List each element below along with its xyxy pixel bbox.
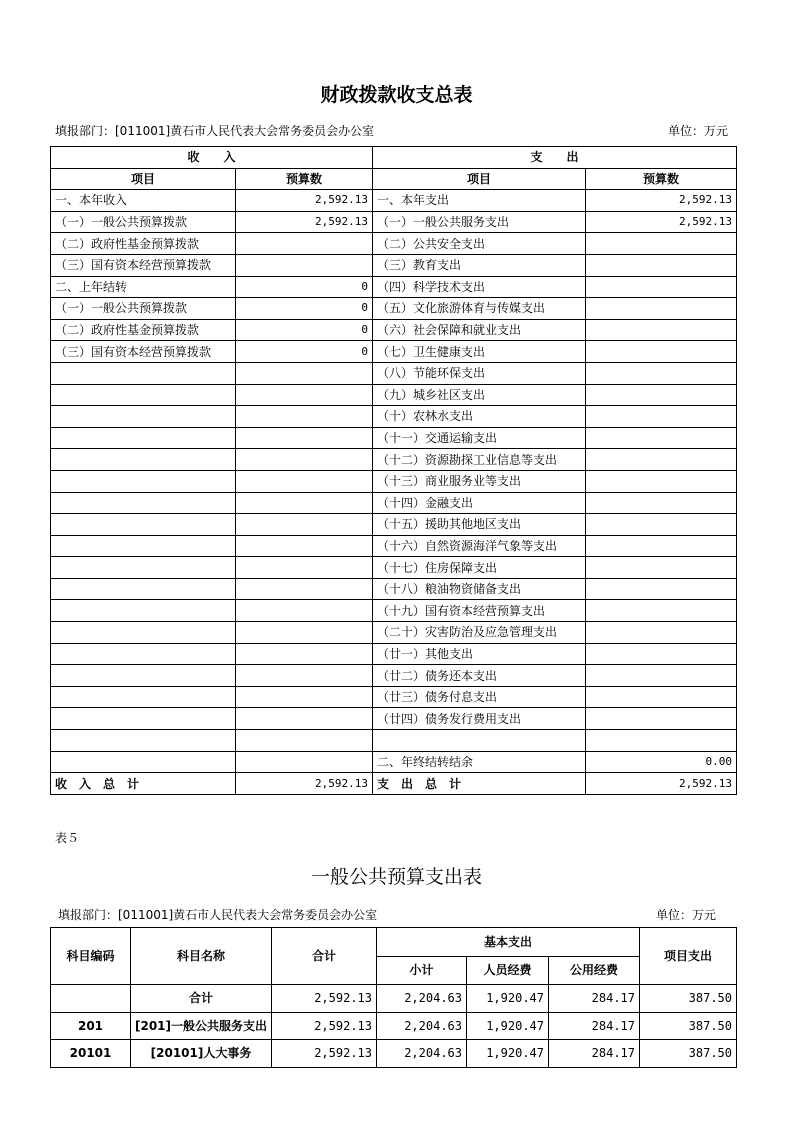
income-value-cell: 0 xyxy=(236,341,373,363)
table-number: 表５ xyxy=(55,831,80,845)
account-code-cell xyxy=(51,985,131,1013)
income-header: 收 入 xyxy=(51,147,373,169)
total-cell: 2,592.13 xyxy=(272,1012,377,1040)
expense-value-cell xyxy=(586,514,737,536)
table-row xyxy=(51,514,737,536)
expense-value-cell xyxy=(586,449,737,471)
expense-item-cell: （十六）自然资源海洋气象等支出 xyxy=(373,535,586,557)
table-row xyxy=(51,211,737,233)
income-item-cell xyxy=(51,535,236,557)
income-value-cell: 0 xyxy=(236,276,373,298)
table-row xyxy=(51,384,737,406)
expense-item-cell: （六）社会保障和就业支出 xyxy=(373,319,586,341)
expense-value-cell xyxy=(586,535,737,557)
income-item-cell xyxy=(51,449,236,471)
income-value-cell xyxy=(236,665,373,687)
income-item-cell: （二）政府性基金预算拨款 xyxy=(51,233,236,255)
expense-item-cell: （二十）灾害防治及应急管理支出 xyxy=(373,622,586,644)
income-value-cell xyxy=(236,686,373,708)
income-budget-header: 预算数 xyxy=(236,168,373,190)
income-item-cell xyxy=(51,384,236,406)
account-code-cell: 20101 xyxy=(51,1040,131,1068)
expense-item-cell: （三）教育支出 xyxy=(373,254,586,276)
expense-item-cell: （八）节能环保支出 xyxy=(373,362,586,384)
page-title: 财政拨款收支总表 xyxy=(320,84,473,106)
project-cell: 387.50 xyxy=(640,1012,737,1040)
total-row xyxy=(51,773,737,795)
table-row xyxy=(51,319,737,341)
code-header: 科目编码 xyxy=(51,928,131,985)
income-value-cell xyxy=(236,233,373,255)
expense-item-cell: （十五）援助其他地区支出 xyxy=(373,514,586,536)
expense-value-cell xyxy=(586,708,737,730)
income-item-cell xyxy=(51,686,236,708)
expense-item-cell xyxy=(373,730,586,752)
expense-value-cell: 2,592.13 xyxy=(586,211,737,233)
expense-value-cell xyxy=(586,384,737,406)
table-row xyxy=(51,665,737,687)
personnel-cell: 1,920.47 xyxy=(467,1012,549,1040)
expense-total-value: 2,592.13 xyxy=(586,773,737,795)
income-item-cell xyxy=(51,427,236,449)
income-item-cell xyxy=(51,730,236,752)
unit-label: 单位：万元 xyxy=(668,124,729,138)
income-item-cell: （一）一般公共预算拨款 xyxy=(51,211,236,233)
expense-value-cell xyxy=(586,276,737,298)
income-item-cell: （二）政府性基金预算拨款 xyxy=(51,319,236,341)
expense-value-cell xyxy=(586,622,737,644)
expense-value-cell xyxy=(586,341,737,363)
table-row xyxy=(51,1012,737,1040)
table-row xyxy=(51,254,737,276)
project-cell: 387.50 xyxy=(640,985,737,1013)
name-header: 科目名称 xyxy=(131,928,272,985)
income-value-cell xyxy=(236,254,373,276)
unit-label-2: 单位：万元 xyxy=(656,908,717,922)
expense-item-cell: （四）科学技术支出 xyxy=(373,276,586,298)
table-row xyxy=(51,535,737,557)
income-value-cell xyxy=(236,643,373,665)
income-item-cell xyxy=(51,492,236,514)
table-row xyxy=(51,492,737,514)
filing-department-2: 填报部门：[011001]黄石市人民代表大会常务委员会办公室 xyxy=(58,908,378,922)
account-name-cell: 合计 xyxy=(131,985,272,1013)
income-item-cell: 二、上年结转 xyxy=(51,276,236,298)
income-value-cell xyxy=(236,384,373,406)
income-value-cell xyxy=(236,578,373,600)
expense-value-cell xyxy=(586,643,737,665)
income-item-cell: 一、本年收入 xyxy=(51,190,236,212)
personnel-cell: 1,920.47 xyxy=(467,985,549,1013)
personnel-cell: 1,920.47 xyxy=(467,1040,549,1068)
expense-budget-header: 预算数 xyxy=(586,168,737,190)
income-value-cell xyxy=(236,557,373,579)
filing-department: 填报部门：[011001]黄石市人民代表大会常务委员会办公室 xyxy=(55,124,375,138)
expense-value-cell xyxy=(586,362,737,384)
income-value-cell xyxy=(236,427,373,449)
expense-value-cell xyxy=(586,406,737,428)
expense-item-cell: （十七）住房保障支出 xyxy=(373,557,586,579)
income-value-cell xyxy=(236,600,373,622)
income-item-cell xyxy=(51,362,236,384)
expense-item-cell: （十九）国有资本经营预算支出 xyxy=(373,600,586,622)
income-item-cell xyxy=(51,751,236,773)
table-row xyxy=(51,708,737,730)
account-code-cell: 201 xyxy=(51,1012,131,1040)
table-row xyxy=(51,622,737,644)
expense-item-cell: （五）文化旅游体育与传媒支出 xyxy=(373,298,586,320)
table-row xyxy=(51,470,737,492)
subtotal-cell: 2,204.63 xyxy=(377,1040,467,1068)
section-title: 一般公共预算支出表 xyxy=(310,866,482,888)
income-value-cell xyxy=(236,514,373,536)
expense-item-cell: （廿四）债务发行费用支出 xyxy=(373,708,586,730)
expense-value-cell xyxy=(586,600,737,622)
expense-item-cell: 二、年终结转结余 xyxy=(373,751,586,773)
table-row xyxy=(51,1040,737,1068)
personnel-header: 人员经费 xyxy=(467,956,549,985)
expense-value-cell xyxy=(586,233,737,255)
subtotal-cell: 2,204.63 xyxy=(377,985,467,1013)
income-total-label: 收 入 总 计 xyxy=(51,773,236,795)
table-row xyxy=(51,406,737,428)
expense-value-cell xyxy=(586,319,737,341)
table-row xyxy=(51,276,737,298)
income-item-cell xyxy=(51,406,236,428)
income-value-cell xyxy=(236,708,373,730)
income-value-cell xyxy=(236,470,373,492)
expense-item-cell: （十八）粮油物资储备支出 xyxy=(373,578,586,600)
public-expense-cell: 284.17 xyxy=(549,1040,640,1068)
expense-value-cell xyxy=(586,492,737,514)
revenue-expenditure-table xyxy=(50,146,737,795)
public-expense-cell: 284.17 xyxy=(549,985,640,1013)
expense-item-cell: （十二）资源勘探工业信息等支出 xyxy=(373,449,586,471)
income-value-cell xyxy=(236,730,373,752)
total-cell: 2,592.13 xyxy=(272,985,377,1013)
public-expense-header: 公用经费 xyxy=(549,956,640,985)
expense-item-cell: （十三）商业服务业等支出 xyxy=(373,470,586,492)
table-row xyxy=(51,686,737,708)
expense-item-cell: 一、本年支出 xyxy=(373,190,586,212)
income-value-cell xyxy=(236,406,373,428)
income-item-cell xyxy=(51,557,236,579)
account-name-cell: [20101]人大事务 xyxy=(131,1040,272,1068)
expense-header: 支 出 xyxy=(373,147,737,169)
account-name-cell: [201]一般公共服务支出 xyxy=(131,1012,272,1040)
table-row xyxy=(51,449,737,471)
expense-item-cell: （七）卫生健康支出 xyxy=(373,341,586,363)
expense-value-cell: 2,592.13 xyxy=(586,190,737,212)
table-row xyxy=(51,730,737,752)
income-value-cell xyxy=(236,535,373,557)
expense-item-cell: （十）农林水支出 xyxy=(373,406,586,428)
expense-value-cell xyxy=(586,665,737,687)
subtotal-header: 小计 xyxy=(377,956,467,985)
subtotal-cell: 2,204.63 xyxy=(377,1012,467,1040)
project-cell: 387.50 xyxy=(640,1040,737,1068)
expense-item-cell: （一）一般公共服务支出 xyxy=(373,211,586,233)
income-item-cell xyxy=(51,600,236,622)
table-row xyxy=(51,362,737,384)
total-cell: 2,592.13 xyxy=(272,1040,377,1068)
expense-value-cell xyxy=(586,427,737,449)
table-row xyxy=(51,233,737,255)
income-value-cell: 0 xyxy=(236,319,373,341)
income-item-cell xyxy=(51,708,236,730)
table-row xyxy=(51,643,737,665)
income-value-cell: 0 xyxy=(236,298,373,320)
income-item-cell xyxy=(51,470,236,492)
expense-item-cell: （廿二）债务还本支出 xyxy=(373,665,586,687)
income-value-cell: 2,592.13 xyxy=(236,211,373,233)
table-row xyxy=(51,751,737,773)
basic-expenditure-header: 基本支出 xyxy=(377,928,640,957)
expense-value-cell xyxy=(586,470,737,492)
expense-item-cell: （十一）交通运输支出 xyxy=(373,427,586,449)
expense-item-cell: （二）公共安全支出 xyxy=(373,233,586,255)
table-row xyxy=(51,341,737,363)
expense-item-header: 项目 xyxy=(373,168,586,190)
expense-item-cell: （廿一）其他支出 xyxy=(373,643,586,665)
expense-value-cell xyxy=(586,730,737,752)
project-expenditure-header: 项目支出 xyxy=(640,928,737,985)
table-row xyxy=(51,298,737,320)
table-row xyxy=(51,427,737,449)
income-item-cell: （一）一般公共预算拨款 xyxy=(51,298,236,320)
income-value-cell: 2,592.13 xyxy=(236,190,373,212)
expense-value-cell xyxy=(586,578,737,600)
expense-value-cell xyxy=(586,254,737,276)
income-value-cell xyxy=(236,622,373,644)
table-row xyxy=(51,578,737,600)
expense-item-cell: （九）城乡社区支出 xyxy=(373,384,586,406)
income-item-cell xyxy=(51,578,236,600)
table-row xyxy=(51,600,737,622)
income-value-cell xyxy=(236,362,373,384)
income-total-value: 2,592.13 xyxy=(236,773,373,795)
table-row xyxy=(51,985,737,1013)
income-value-cell xyxy=(236,751,373,773)
income-item-header: 项目 xyxy=(51,168,236,190)
expense-total-label: 支 出 总 计 xyxy=(373,773,586,795)
income-item-cell: （三）国有资本经营预算拨款 xyxy=(51,341,236,363)
expense-value-cell: 0.00 xyxy=(586,751,737,773)
general-budget-table xyxy=(50,927,737,1068)
public-expense-cell: 284.17 xyxy=(549,1012,640,1040)
income-value-cell xyxy=(236,492,373,514)
income-value-cell xyxy=(236,449,373,471)
income-item-cell xyxy=(51,514,236,536)
table-row xyxy=(51,190,737,212)
expense-item-cell: （十四）金融支出 xyxy=(373,492,586,514)
income-item-cell: （三）国有资本经营预算拨款 xyxy=(51,254,236,276)
income-item-cell xyxy=(51,665,236,687)
expense-value-cell xyxy=(586,686,737,708)
income-item-cell xyxy=(51,622,236,644)
table-row xyxy=(51,557,737,579)
total-header: 合计 xyxy=(272,928,377,985)
expense-value-cell xyxy=(586,557,737,579)
expense-item-cell: （廿三）债务付息支出 xyxy=(373,686,586,708)
income-item-cell xyxy=(51,643,236,665)
expense-value-cell xyxy=(586,298,737,320)
